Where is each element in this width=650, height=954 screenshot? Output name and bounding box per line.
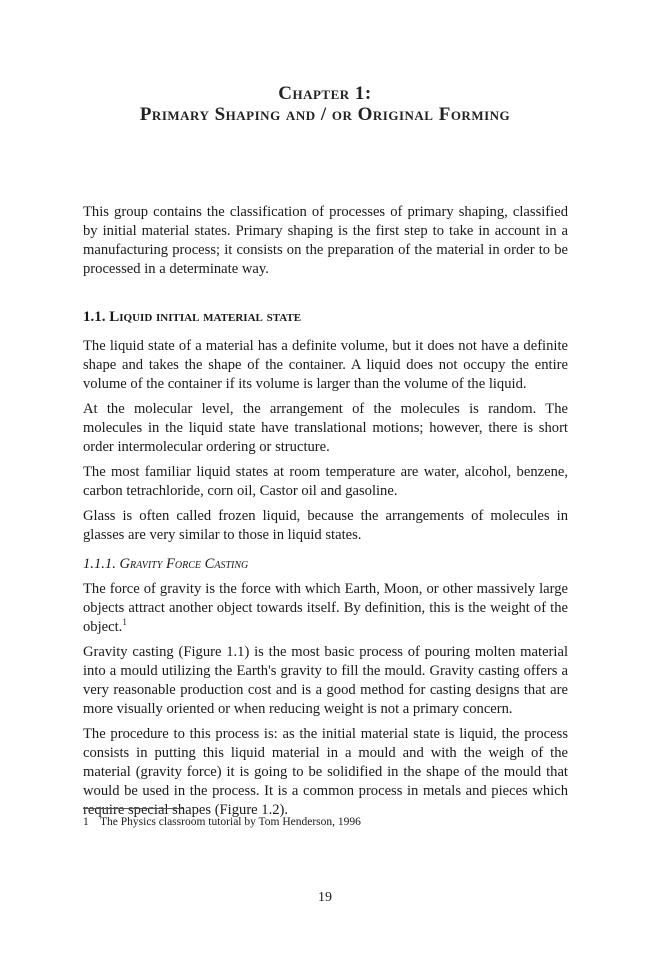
paragraph: Glass is often called frozen liquid, because the arrangements of molecules in glasses are very similar to those in liquid states. bbox=[83, 508, 568, 543]
section-heading: 1.1. Liquid initial material state bbox=[83, 309, 302, 325]
paragraph-text: The force of gravity is the force with which Earth, Moon, or other massively large objects attract another object towards itself. By definition, this is the weight of the object. bbox=[83, 581, 568, 635]
chapter-title: Primary Shaping and / or Original Forming bbox=[139, 104, 511, 125]
paragraph: The most familiar liquid states at room temperature are water, alcohol, benzene, carbon tetrachloride, corn oil, Castor oil and gasoline. bbox=[83, 464, 568, 499]
subsection-heading: 1.1.1. Gravity Force Casting bbox=[83, 556, 249, 572]
footnote-divider bbox=[83, 808, 183, 809]
paragraph: Gravity casting (Figure 1.1) is the most basic process of pouring molten material into a mould utilizing the Earth's gravity to fill the mould. Gravity casting offers a very reasonable production cost and is a good method for casting designs that are more visually oriented or when reducing weight is not a primary concern. bbox=[83, 644, 568, 717]
page-number: 19 bbox=[318, 890, 332, 905]
paragraph bbox=[83, 580, 568, 637]
page-body bbox=[83, 203, 568, 826]
paragraph: At the molecular level, the arrangement of the molecules is random. The molecules in the liquid state have translational motions; however, there is short order intermolecular ordering or structure. bbox=[83, 401, 568, 455]
paragraph: The procedure to this process is: as the initial material state is liquid, the process consists in putting this liquid material in a mould and with the weigh of the material (gravity force) it is going to be solidified in the shape of the mould that would be used in the process. It is a common process in metals and pieces which require special shapes (Figure 1.2). bbox=[83, 726, 568, 818]
footnote-ref[interactable]: 1 bbox=[122, 617, 127, 628]
footnote bbox=[83, 816, 361, 828]
paragraph: The liquid state of a material has a definite volume, but it does not have a definite shape and takes the shape of the container. A liquid does not occupy the entire volume of the container if its volume is larger than the volume of the liquid. bbox=[83, 338, 568, 392]
chapter-label: Chapter 1: bbox=[278, 83, 372, 104]
footnote-text: The Physics classroom tutorial by Tom Henderson, 1996 bbox=[100, 816, 361, 828]
intro-paragraph: This group contains the classification of processes of primary shaping, classified by initial material states. Primary shaping is the first step to take in account in a manufacturing process; it consists on the preparation of the material in order to be processed in a determinate way. bbox=[83, 204, 568, 277]
footnote-number: 1 bbox=[83, 816, 89, 828]
